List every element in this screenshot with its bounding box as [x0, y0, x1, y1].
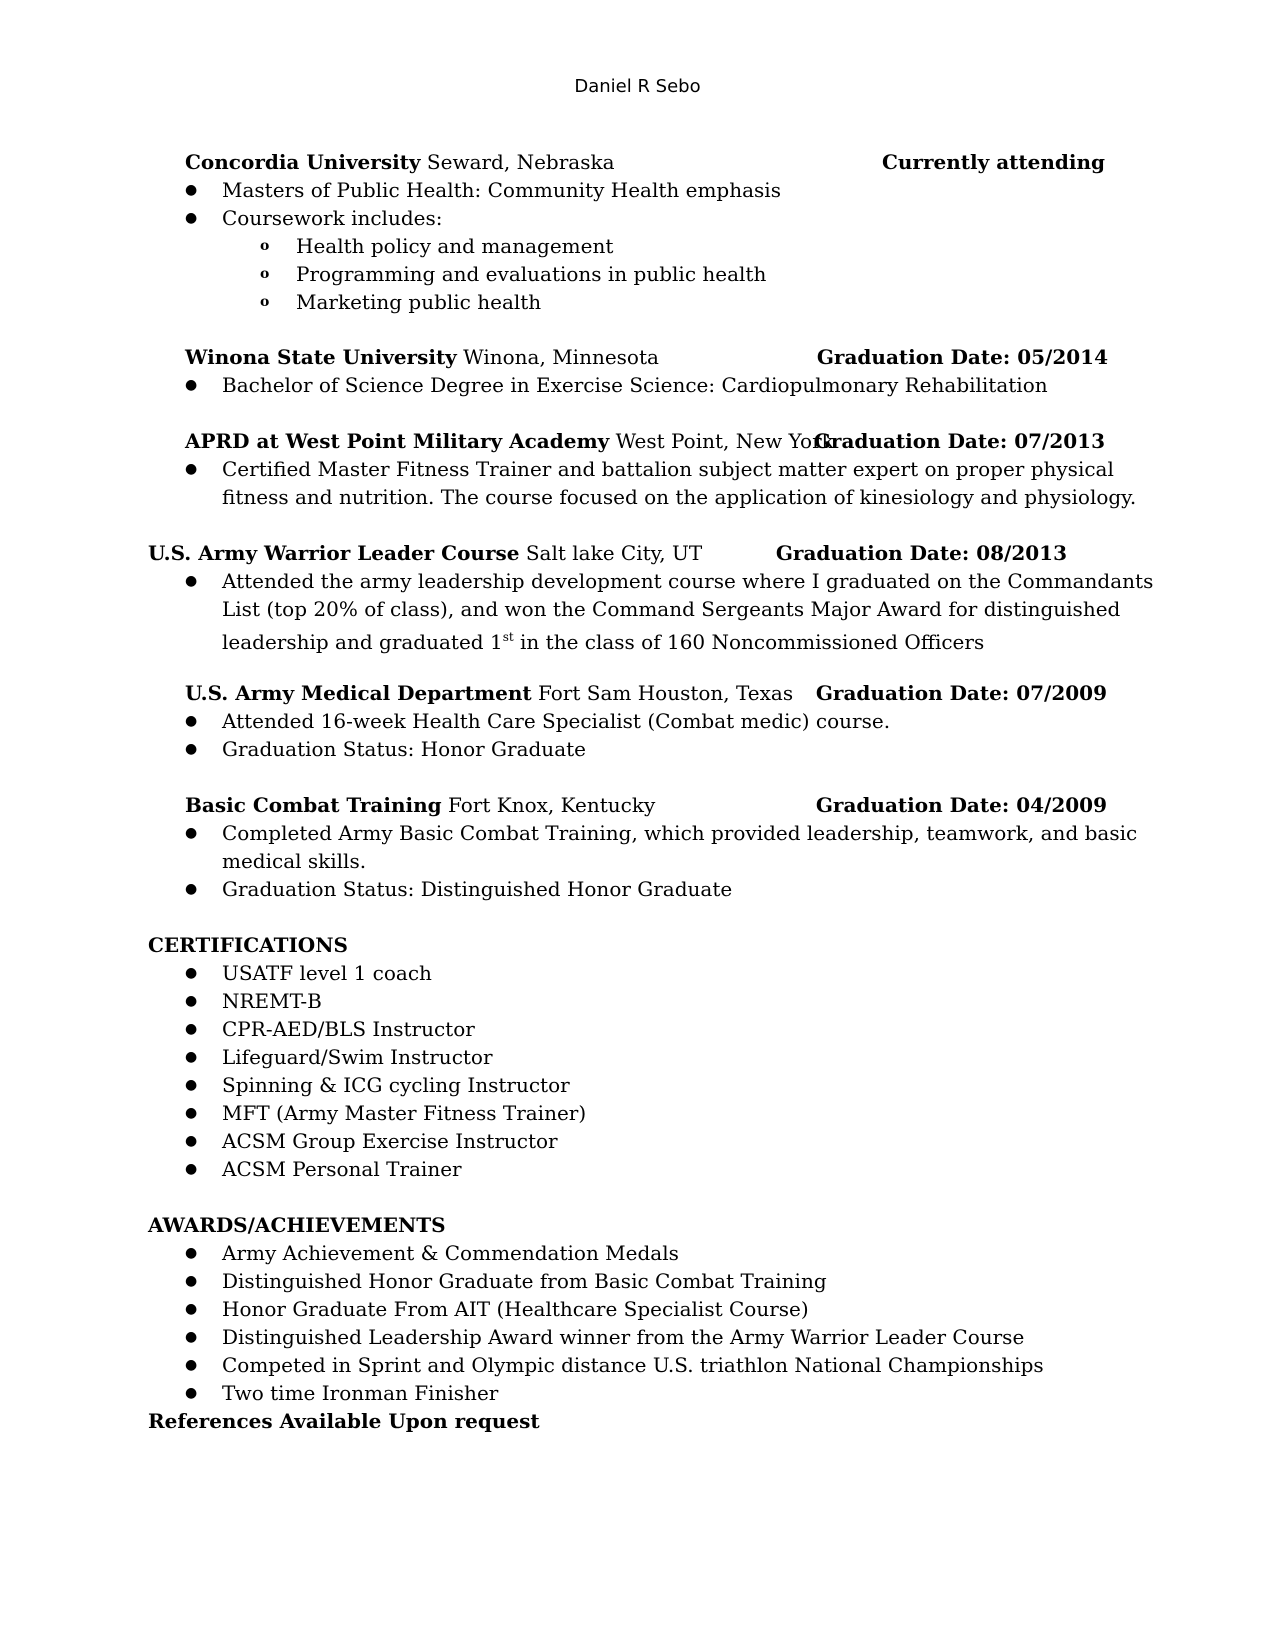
- coursework-item: Health policy and management: [296, 234, 614, 258]
- bullet-glyph: ●: [185, 1301, 198, 1317]
- bullet-glyph: ●: [185, 881, 198, 897]
- bullet-glyph: ●: [185, 377, 198, 393]
- education-entry-heading: [185, 679, 793, 707]
- education-entry-heading: [185, 343, 659, 371]
- education-date: Graduation Date: 04/2009: [815, 793, 1107, 817]
- award-item: Competed in Sprint and Olympic distance U.S. triathlon National Championships: [222, 1353, 1044, 1377]
- school-location: West Point, New York: [615, 429, 834, 453]
- school-location: Salt lake City, UT: [525, 541, 703, 565]
- sub-bullet-glyph: o: [260, 238, 270, 254]
- bullet-glyph: ●: [185, 182, 198, 198]
- resume-name: Daniel R Sebo: [574, 76, 701, 97]
- award-item: Army Achievement & Commendation Medals: [222, 1241, 679, 1265]
- education-date: Graduation Date: 08/2013: [775, 541, 1067, 565]
- bullet-glyph: ●: [185, 1021, 198, 1037]
- education-entry-heading: [185, 427, 834, 455]
- certification-item: NREMT-B: [222, 989, 322, 1013]
- bullet-glyph: ●: [185, 1357, 198, 1373]
- education-bullet: Coursework includes:: [222, 206, 443, 230]
- coursework-item: Marketing public health: [296, 290, 542, 314]
- education-bullet-line: Completed Army Basic Combat Training, which provided leadership, teamwork, and basic: [222, 821, 1138, 845]
- school-name: Winona State University: [185, 345, 457, 369]
- education-bullet-line: medical skills.: [222, 849, 367, 873]
- education-bullet: Graduation Status: Distinguished Honor Graduate: [222, 877, 733, 901]
- education-date: Currently attending: [881, 150, 1105, 174]
- education-bullet: Attended 16-week Health Care Specialist (Combat medic) course.: [222, 709, 891, 733]
- education-entry-heading: [185, 791, 655, 819]
- bullet-glyph: ●: [185, 825, 198, 841]
- bullet-glyph: ●: [185, 1245, 198, 1261]
- certification-item: ACSM Personal Trainer: [222, 1157, 462, 1181]
- ordinal-superscript: st: [502, 630, 514, 644]
- bullet-glyph: ●: [185, 965, 198, 981]
- school-location: Fort Knox, Kentucky: [447, 793, 656, 817]
- education-entry-heading: [185, 148, 615, 176]
- bullet-glyph: ●: [185, 993, 198, 1009]
- bullet-glyph: ●: [185, 1105, 198, 1121]
- award-item: Distinguished Honor Graduate from Basic Combat Training: [222, 1269, 827, 1293]
- award-item: Two time Ironman Finisher: [222, 1381, 499, 1405]
- school-location: Seward, Nebraska: [426, 150, 615, 174]
- bullet-glyph: ●: [185, 1077, 198, 1093]
- certification-item: ACSM Group Exercise Instructor: [222, 1129, 558, 1153]
- education-bullet: Graduation Status: Honor Graduate: [222, 737, 586, 761]
- bullet-text: leadership and graduated 1: [222, 630, 503, 654]
- bullet-glyph: ●: [185, 741, 198, 757]
- coursework-item: Programming and evaluations in public health: [296, 262, 767, 286]
- school-name: U.S. Army Warrior Leader Course: [148, 541, 520, 565]
- certification-item: USATF level 1 coach: [222, 961, 432, 985]
- school-name: Concordia University: [185, 150, 421, 174]
- education-bullet-line: Certified Master Fitness Trainer and battalion subject matter expert on proper physical: [222, 457, 1114, 481]
- education-bullet-line: List (top 20% of class), and won the Command Sergeants Major Award for distinguished: [222, 597, 1121, 621]
- education-bullet-line: [222, 623, 984, 656]
- bullet-glyph: ●: [185, 713, 198, 729]
- certification-item: CPR-AED/BLS Instructor: [222, 1017, 475, 1041]
- certifications-heading: CERTIFICATIONS: [148, 933, 348, 957]
- school-name: APRD at West Point Military Academy: [185, 429, 610, 453]
- school-name: U.S. Army Medical Department: [185, 681, 532, 705]
- education-bullet-line: fitness and nutrition. The course focused on the application of kinesiology and physiology.: [222, 485, 1137, 509]
- school-location: Fort Sam Houston, Texas: [537, 681, 794, 705]
- education-bullet-line: Attended the army leadership development course where I graduated on the Commandants: [222, 569, 1154, 593]
- education-bullet: Bachelor of Science Degree in Exercise Science: Cardiopulmonary Rehabilitation: [222, 373, 1048, 397]
- bullet-glyph: ●: [185, 210, 198, 226]
- education-date: Graduation Date: 07/2013: [813, 429, 1105, 453]
- sub-bullet-glyph: o: [260, 266, 270, 282]
- award-item: Honor Graduate From AIT (Healthcare Specialist Course): [222, 1297, 809, 1321]
- bullet-glyph: ●: [185, 1161, 198, 1177]
- certification-item: MFT (Army Master Fitness Trainer): [222, 1101, 587, 1125]
- school-location: Winona, Minnesota: [463, 345, 659, 369]
- bullet-glyph: ●: [185, 461, 198, 477]
- references-note: References Available Upon request: [148, 1409, 540, 1433]
- bullet-glyph: ●: [185, 1273, 198, 1289]
- education-bullet: Masters of Public Health: Community Health emphasis: [222, 178, 781, 202]
- education-date: Graduation Date: 05/2014: [816, 345, 1108, 369]
- certification-item: Spinning & ICG cycling Instructor: [222, 1073, 570, 1097]
- awards-heading: AWARDS/ACHIEVEMENTS: [148, 1213, 446, 1237]
- award-item: Distinguished Leadership Award winner from the Army Warrior Leader Course: [222, 1325, 1025, 1349]
- bullet-text: in the class of 160 Noncommissioned Officers: [513, 630, 985, 654]
- bullet-glyph: ●: [185, 1133, 198, 1149]
- bullet-glyph: ●: [185, 573, 198, 589]
- bullet-glyph: ●: [185, 1049, 198, 1065]
- sub-bullet-glyph: o: [260, 294, 270, 310]
- education-entry-heading: [148, 539, 702, 567]
- bullet-glyph: ●: [185, 1385, 198, 1401]
- certification-item: Lifeguard/Swim Instructor: [222, 1045, 493, 1069]
- school-name: Basic Combat Training: [185, 793, 442, 817]
- education-date: Graduation Date: 07/2009: [815, 681, 1107, 705]
- bullet-glyph: ●: [185, 1329, 198, 1345]
